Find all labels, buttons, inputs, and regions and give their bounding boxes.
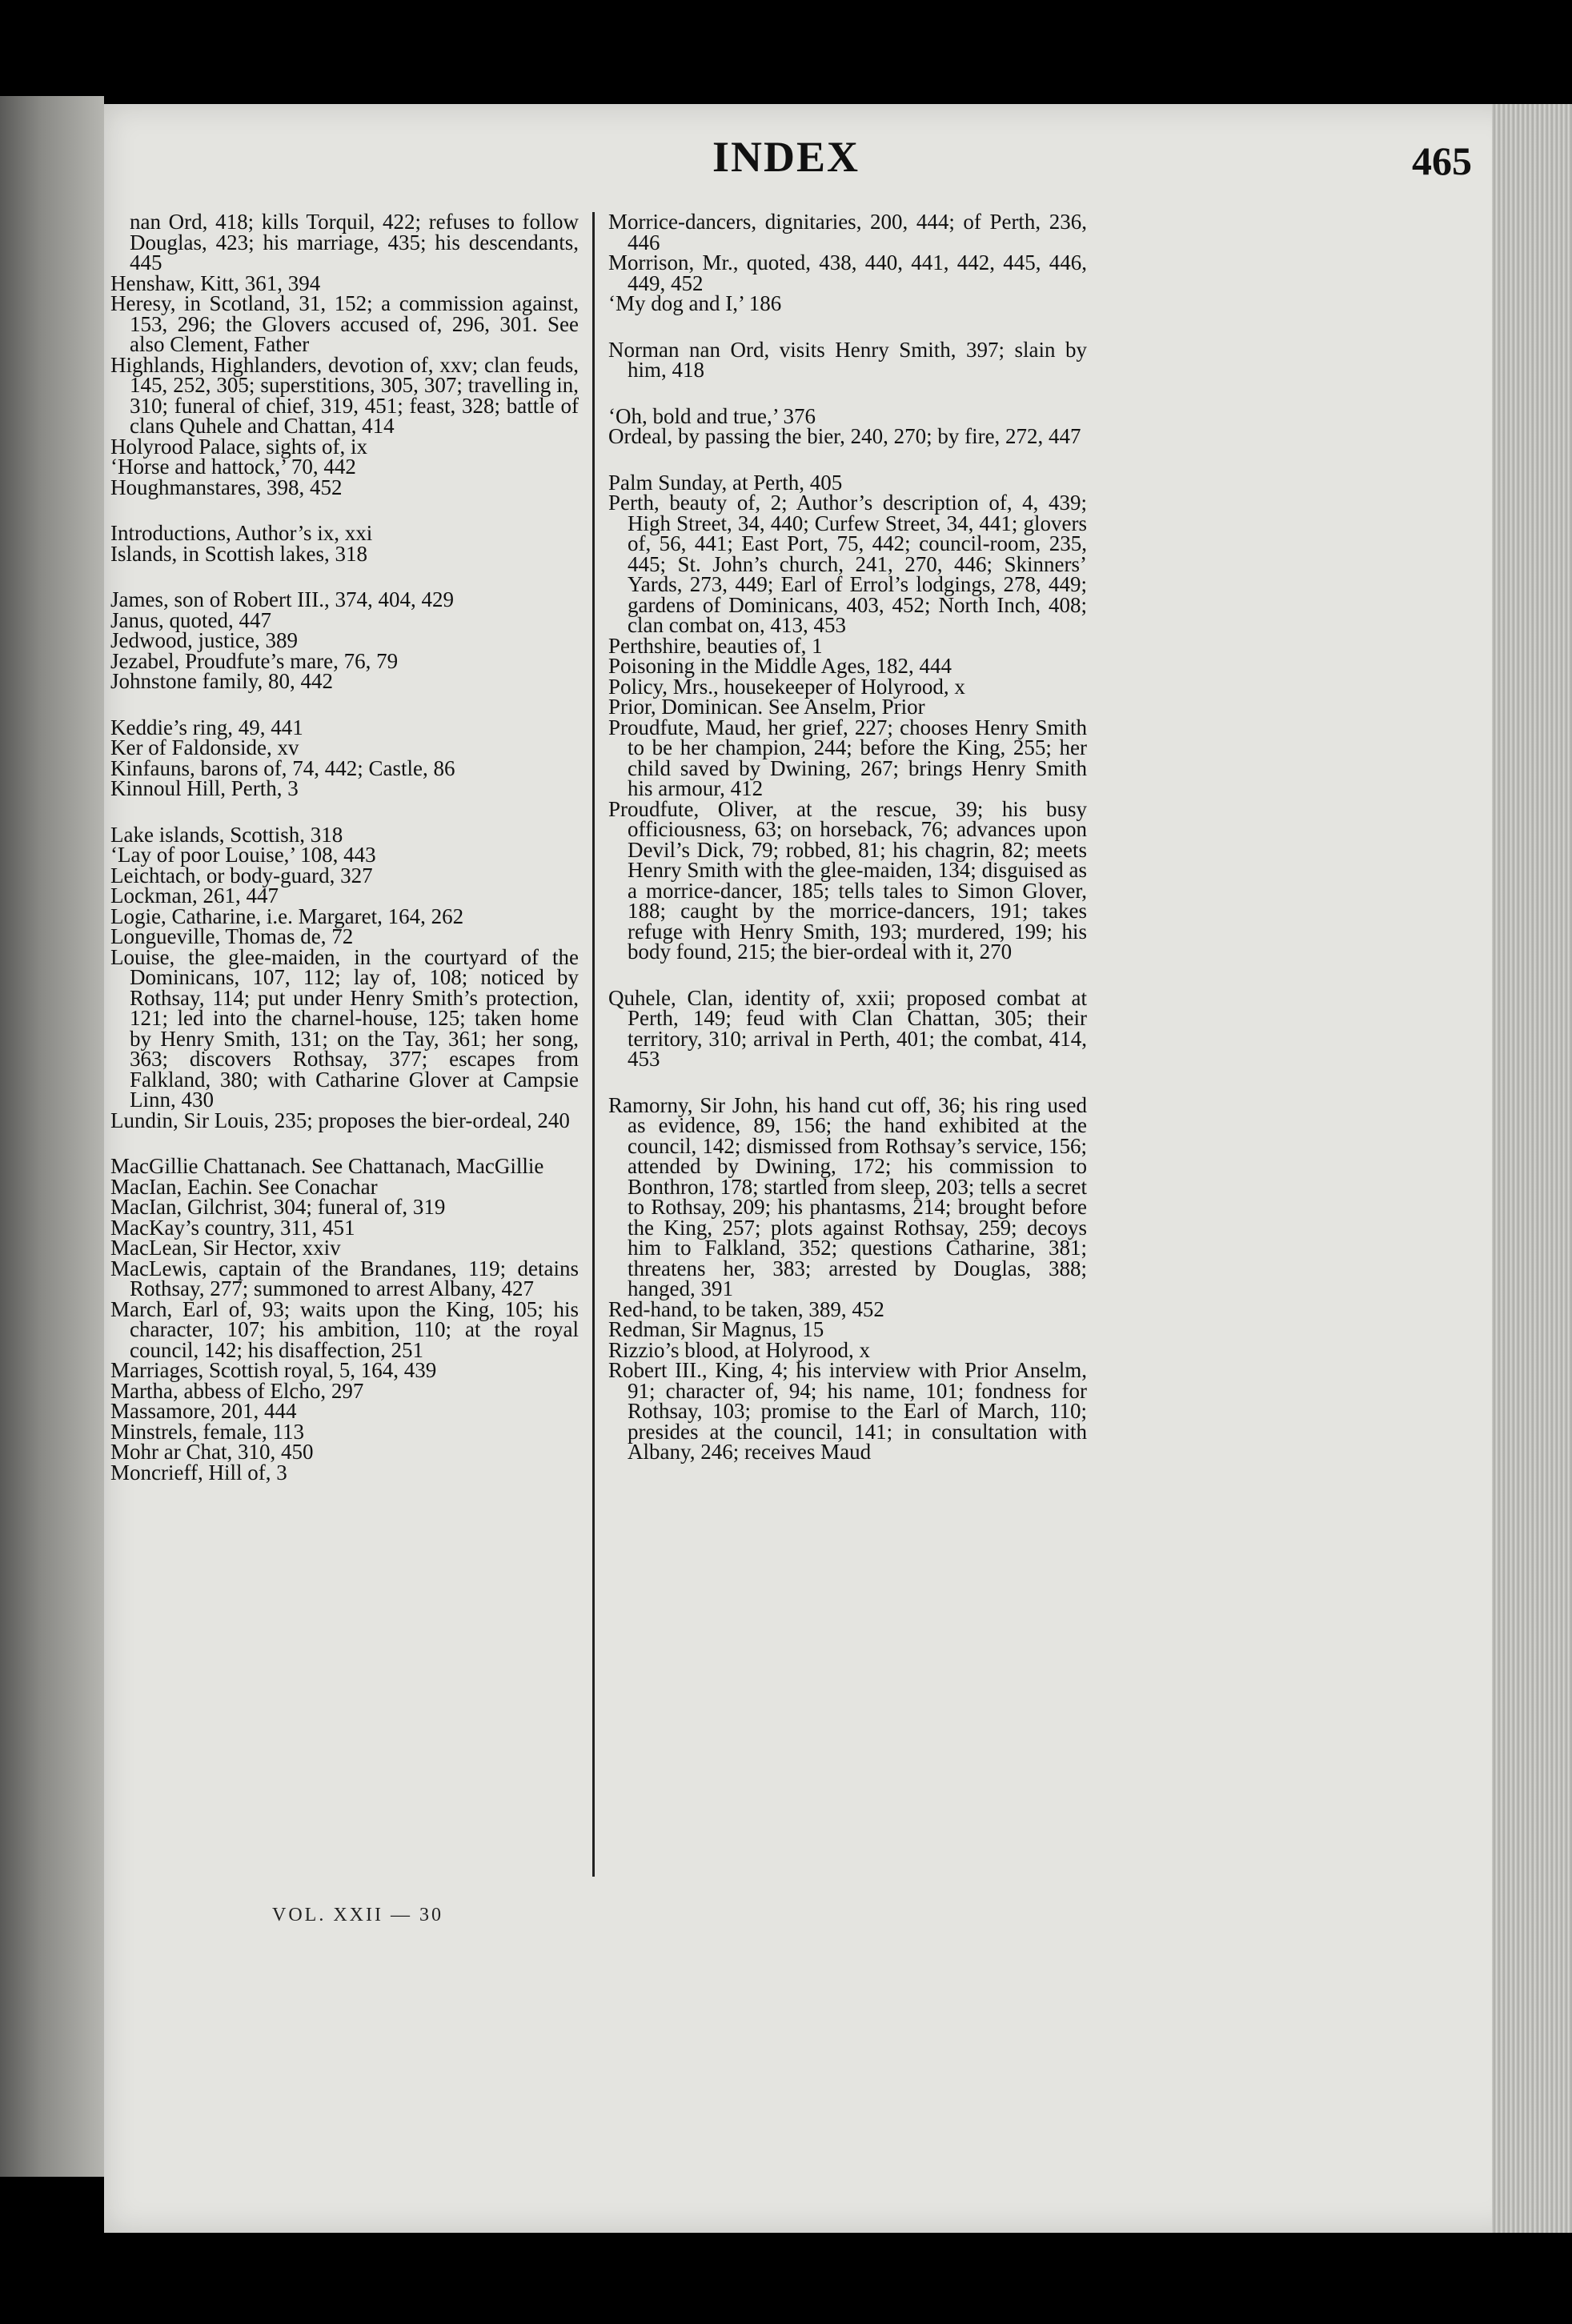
index-entry: MacGillie Chattanach. See Chattanach, MacGillie: [110, 1154, 544, 1178]
index-entry: nan Ord, 418; kills Torquil, 422; refuses to follow Douglas, 423; his marriage, 435; his descendants, 445: [130, 210, 579, 274]
entry-gap: [110, 799, 579, 825]
index-entry: Kinfauns, barons of, 74, 442; Castle, 86: [110, 755, 455, 780]
index-entry: Henshaw, Kitt, 361, 394: [110, 270, 321, 295]
index-entry: Perth, beauty of, 2; Author’s description of, 4, 439; High Street, 34, 440; Curfew Street, 34, 441; glovers of, 56, 441; East Port, 75, 442; council-room, 235, 445; St. John’s church, 241, 270, 446; Skinners’ Yards, 273, 449; Earl of Errol’s lodgings, 278, 449; gardens of Dominicans, 403, 452; North Inch, 408; clan combat on, 413, 453: [608, 491, 1087, 637]
index-entry: ‘My dog and I,’ 186: [608, 291, 782, 315]
index-entry: Ramorny, Sir John, his hand cut off, 36; his ring used as evidence, 89, 156; the hand exhibited at the council, 142; dismissed from Rothsay’s service, 156; attended by Dwining, 172; his commission to Bonthron, 178; startled from sleep, 203; tells a secret to Rothsay, 209; his phantasms, 214; brought before the King, 257; plots against Rothsay, 259; decoys him to Falkland, 352; questions Catharine, 381; threatens her, 383; arrested by Douglas, 388; hanged, 391: [608, 1092, 1087, 1300]
index-entry: Morrison, Mr., quoted, 438, 440, 441, 442, 445, 446, 449, 452: [608, 250, 1087, 295]
index-entry: MacIan, Gilchrist, 304; funeral of, 319: [110, 1195, 446, 1219]
index-entry: Highlands, Highlanders, devotion of, xxv; clan feuds, 145, 252, 305; superstitions, 305, 307; travelling in, 310; funeral of chief, 319, 451; feast, 328; battle of clans Quhele and Chattan, 414: [110, 352, 579, 438]
index-entry: Ker of Faldonside, xv: [110, 735, 299, 759]
page-edges: [1492, 104, 1572, 2233]
index-entry: Moncrieff, Hill of, 3: [110, 1460, 287, 1485]
index-entry: Jezabel, Proudfute’s mare, 76, 79: [110, 648, 399, 673]
entry-gap: [608, 315, 1087, 340]
index-column-left: [110, 212, 579, 1483]
index-entry: Norman nan Ord, visits Henry Smith, 397; slain by him, 418: [608, 337, 1087, 382]
index-entry: Lockman, 261, 447: [110, 884, 279, 908]
index-entry: Louise, the glee-maiden, in the courtyard of the Dominicans, 107, 112; lay of, 108; noticed by Rothsay, 114; put under Henry Smith’s protection, 121; led into the charnel-house, 125; taken home by Henry Smith, 131; on the Tay, 361; her song, 363; discovers Rothsay, 377; escapes from Falkland, 380; with Catharine Glover at Campsie Linn, 430: [110, 944, 579, 1112]
entry-gap: [608, 381, 1087, 407]
index-entry: Heresy, in Scotland, 31, 152; a commission against, 153, 296; the Glovers accused of, 296, 301. See also Clement, Father: [110, 291, 579, 356]
index-entry: Martha, abbess of Elcho, 297: [110, 1378, 364, 1403]
entry-gap: [110, 1131, 579, 1156]
index-entry: Logie, Catharine, i.e. Margaret, 164, 262: [110, 904, 464, 928]
index-entry: Morrice-dancers, dignitaries, 200, 444; of Perth, 236, 446: [608, 210, 1087, 254]
page-number: 465: [1412, 138, 1472, 183]
entry-gap: [608, 963, 1087, 988]
index-entry: Quhele, Clan, identity of, xxii; proposed combat at Perth, 149; feud with Clan Chattan, 305; their territory, 310; arrival in Perth, 401; the combat, 414, 453: [608, 985, 1087, 1071]
index-entry: Johnstone family, 80, 442: [110, 669, 333, 693]
index-entry: MacIan, Eachin. See Conachar: [110, 1174, 378, 1199]
index-entry: Red-hand, to be taken, 389, 452: [608, 1296, 884, 1321]
index-entry: ‘Horse and hattock,’ 70, 442: [110, 455, 356, 479]
index-entry: Minstrels, female, 113: [110, 1419, 304, 1444]
index-column-right: [608, 212, 1087, 1463]
entry-gap: [110, 692, 579, 718]
book-left-edge: [0, 96, 104, 2177]
index-entry: Islands, in Scottish lakes, 318: [110, 541, 367, 566]
index-entry: Redman, Sir Magnus, 15: [608, 1317, 824, 1341]
page-title: INDEX: [712, 133, 860, 181]
index-entry: Robert III., King, 4; his interview with Prior Anselm, 91; character of, 94; his name, 101; fondness for Rothsay, 103; promise to the Earl of March, 110; presides at the council, 141; in consultation with Albany, 246; receives Maud: [608, 1358, 1087, 1464]
index-entry: Marriages, Scottish royal, 5, 164, 439: [110, 1358, 437, 1382]
index-entry: Janus, quoted, 447: [110, 607, 271, 632]
index-entry: MacKay’s country, 311, 451: [110, 1215, 355, 1240]
index-entry: James, son of Robert III., 374, 404, 429: [110, 587, 454, 611]
index-entry: Policy, Mrs., housekeeper of Holyrood, x: [608, 674, 965, 699]
index-entry: Leichtach, or body-guard, 327: [110, 863, 373, 888]
index-entry: Keddie’s ring, 49, 441: [110, 715, 303, 739]
index-entry: MacLean, Sir Hector, xxiv: [110, 1236, 341, 1260]
index-entry: Palm Sunday, at Perth, 405: [608, 470, 843, 495]
index-entry: Proudfute, Maud, her grief, 227; chooses Henry Smith to be her champion, 244; before the King, 255; her child saved by Dwining, 267; brings Henry Smith his armour, 412: [608, 715, 1087, 800]
index-entry: Longueville, Thomas de, 72: [110, 924, 354, 948]
index-entry: Prior, Dominican. See Anselm, Prior: [608, 695, 925, 719]
index-entry: Ordeal, by passing the bier, 240, 270; by fire, 272, 447: [608, 424, 1081, 448]
entry-gap: [110, 564, 579, 590]
index-entry: Perthshire, beauties of, 1: [608, 633, 823, 658]
index-entry: Kinnoul Hill, Perth, 3: [110, 776, 299, 800]
index-entry: Rizzio’s blood, at Holyrood, x: [608, 1337, 870, 1362]
index-entry: Lundin, Sir Louis, 235; proposes the bier-ordeal, 240: [110, 1108, 570, 1132]
index-entry: Jedwood, justice, 389: [110, 628, 298, 652]
index-entry: Lake islands, Scottish, 318: [110, 822, 343, 847]
index-entry: MacLewis, captain of the Brandanes, 119; detains Rothsay, 277; summoned to arrest Albany, 427: [110, 1256, 579, 1300]
index-entry: Mohr ar Chat, 310, 450: [110, 1440, 314, 1464]
index-entry: Houghmanstares, 398, 452: [110, 475, 343, 499]
index-entry: Poisoning in the Middle Ages, 182, 444: [608, 654, 952, 678]
index-entry: March, Earl of, 93; waits upon the King, 105; his character, 107; his ambition, 110; at the royal council, 142; his disaffection, 251: [110, 1296, 579, 1362]
index-entry: Holyrood Palace, sights of, ix: [110, 434, 367, 459]
entry-gap: [110, 498, 579, 523]
column-divider: [592, 212, 595, 1877]
footer-signature: VOL. XXII — 30: [272, 1905, 443, 1925]
index-entry: Proudfute, Oliver, at the rescue, 39; his busy officiousness, 63; on horseback, 76; advances upon Devil’s Dick, 79; robbed, 81; his chagrin, 82; meets Henry Smith with the glee-maiden, 134; disguised as a morrice-dancer, 185; tells tales to Simon Glover, 188; caught by the morrice-dancers, 191; takes refuge with Henry Smith, 193; murdered, 199; his body found, 215; the bier-ordeal with it, 270: [608, 796, 1087, 964]
index-entry: ‘Lay of poor Louise,’ 108, 443: [110, 843, 376, 867]
entry-gap: [608, 447, 1087, 473]
index-entry: ‘Oh, bold and true,’ 376: [608, 403, 816, 428]
entry-gap: [608, 1070, 1087, 1096]
index-entry: Introductions, Author’s ix, xxi: [110, 521, 373, 545]
index-entry: Massamore, 201, 444: [110, 1399, 297, 1423]
